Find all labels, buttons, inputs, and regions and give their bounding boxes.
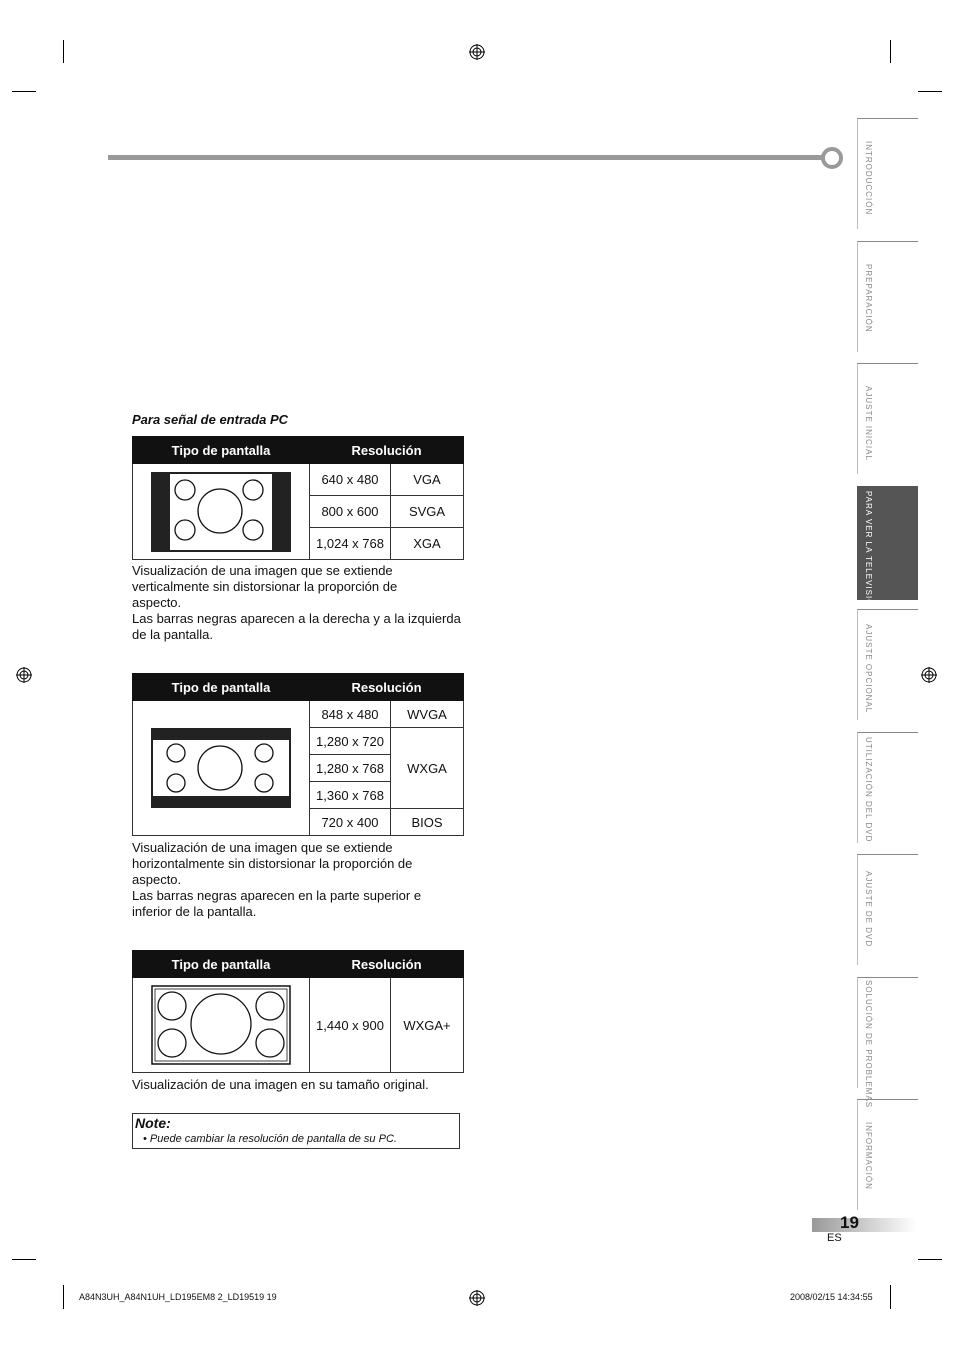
side-tab-label: AJUSTE OPCIONAL	[864, 624, 873, 714]
side-tab-solucion-de-problemas[interactable]	[857, 977, 918, 1109]
description-line: Visualización de una imagen que se extiende	[132, 563, 393, 578]
column-header-type: Tipo de pantalla	[133, 951, 310, 978]
description-line: de la pantalla.	[132, 627, 213, 642]
side-tab-label: INFORMACIÓN	[864, 1122, 873, 1190]
resolution-table-3	[132, 950, 464, 1073]
crop-mark	[890, 1285, 891, 1309]
resolution-table-1	[132, 436, 464, 560]
resolution-name: XGA	[391, 528, 464, 560]
resolution-table-2	[132, 673, 464, 836]
side-tab-introduccion[interactable]	[857, 118, 918, 229]
column-header-resolution: Resolución	[310, 674, 464, 701]
resolution-name: WXGA	[391, 728, 464, 809]
page-number-bar	[812, 1218, 917, 1232]
crop-mark	[918, 91, 942, 92]
side-tab-ajuste-de-dvd[interactable]	[857, 854, 918, 965]
side-tab-label: PREPARACIÓN	[864, 264, 873, 333]
page-number: 19	[840, 1213, 859, 1232]
section-title: Para señal de entrada PC	[132, 412, 289, 427]
header-rule-circle	[821, 147, 843, 169]
side-tab-preparacion[interactable]	[857, 241, 918, 352]
resolution-value: 1,360 x 768	[310, 782, 391, 809]
description-line: aspecto.	[132, 872, 182, 887]
footer-timestamp: 2008/02/15 14:34:55	[790, 1292, 873, 1302]
resolution-value: 1,440 x 900	[310, 978, 391, 1073]
note-body: • Puede cambiar la resolución de pantalla de su PC.	[143, 1133, 397, 1145]
note-title: Note:	[135, 1115, 171, 1131]
crop-mark	[12, 1259, 36, 1260]
description-2	[132, 840, 472, 920]
side-tab-utilizacion-del-dvd[interactable]	[857, 732, 918, 843]
description-line: verticalmente sin distorsionar la proporción de	[132, 579, 398, 594]
resolution-value: 1,280 x 768	[310, 755, 391, 782]
letterbox-screen-illustration	[151, 728, 291, 808]
description-line: aspecto.	[132, 595, 182, 610]
description-line: Visualización de una imagen que se extiende	[132, 840, 393, 855]
resolution-value: 1,280 x 720	[310, 728, 391, 755]
note-box	[132, 1113, 460, 1149]
column-header-resolution: Resolución	[310, 437, 464, 464]
crop-mark	[12, 91, 36, 92]
description-line: horizontalmente sin distorsionar la proporción de	[132, 856, 413, 871]
crop-mark	[63, 1285, 64, 1309]
side-tab-ajuste-opcional[interactable]	[857, 609, 918, 720]
screen-illustration-cell	[133, 701, 310, 836]
description-3	[132, 1077, 472, 1093]
side-tab-informacion[interactable]	[857, 1099, 918, 1210]
resolution-name: VGA	[391, 464, 464, 496]
registration-mark-icon	[469, 1290, 485, 1306]
side-tab-label: UTILIZACIÓN DEL DVD	[864, 737, 873, 843]
column-header-type: Tipo de pantalla	[133, 437, 310, 464]
registration-mark-icon	[469, 44, 485, 60]
resolution-name: WVGA	[391, 701, 464, 728]
side-tab-label: AJUSTE DE DVD	[864, 871, 873, 948]
side-tab-para-ver-la-television[interactable]	[857, 486, 918, 614]
resolution-value: 720 x 400	[310, 809, 391, 836]
column-header-resolution: Resolución	[310, 951, 464, 978]
side-tab-label: INTRODUCCIÓN	[864, 141, 873, 216]
registration-mark-icon	[16, 667, 32, 683]
pillarbox-screen-illustration	[151, 472, 291, 552]
resolution-name: SVGA	[391, 496, 464, 528]
description-line: Visualización de una imagen en su tamaño original.	[132, 1077, 429, 1092]
side-tab-label: SOLUCIÓN DE PROBLEMAS	[864, 980, 873, 1109]
description-1	[132, 563, 472, 643]
side-tab-label: AJUSTE INICIAL	[864, 386, 873, 461]
description-line: Las barras negras aparecen a la derecha y a la izquierda	[132, 611, 461, 626]
registration-mark-icon	[921, 667, 937, 683]
resolution-value: 640 x 480	[310, 464, 391, 496]
resolution-name: BIOS	[391, 809, 464, 836]
crop-mark	[918, 1259, 942, 1260]
footer-file-info: A84N3UH_A84N1UH_LD195EM8 2_LD19519 19	[79, 1292, 277, 1302]
language-code: ES	[827, 1232, 842, 1244]
crop-mark	[890, 40, 891, 63]
resolution-value: 1,024 x 768	[310, 528, 391, 560]
side-tab-ajuste-inicial[interactable]	[857, 363, 918, 474]
crop-mark	[63, 40, 64, 63]
screen-illustration-cell	[133, 464, 310, 560]
original-size-screen-illustration	[151, 985, 291, 1065]
screen-illustration-cell	[133, 978, 310, 1073]
resolution-value: 800 x 600	[310, 496, 391, 528]
resolution-name: WXGA+	[391, 978, 464, 1073]
header-rule	[108, 155, 823, 160]
resolution-value: 848 x 480	[310, 701, 391, 728]
description-line: inferior de la pantalla.	[132, 904, 257, 919]
side-tab-label: PARA VER LA TELEVISIÓN	[864, 491, 873, 614]
description-line: Las barras negras aparecen en la parte superior e	[132, 888, 422, 903]
column-header-type: Tipo de pantalla	[133, 674, 310, 701]
